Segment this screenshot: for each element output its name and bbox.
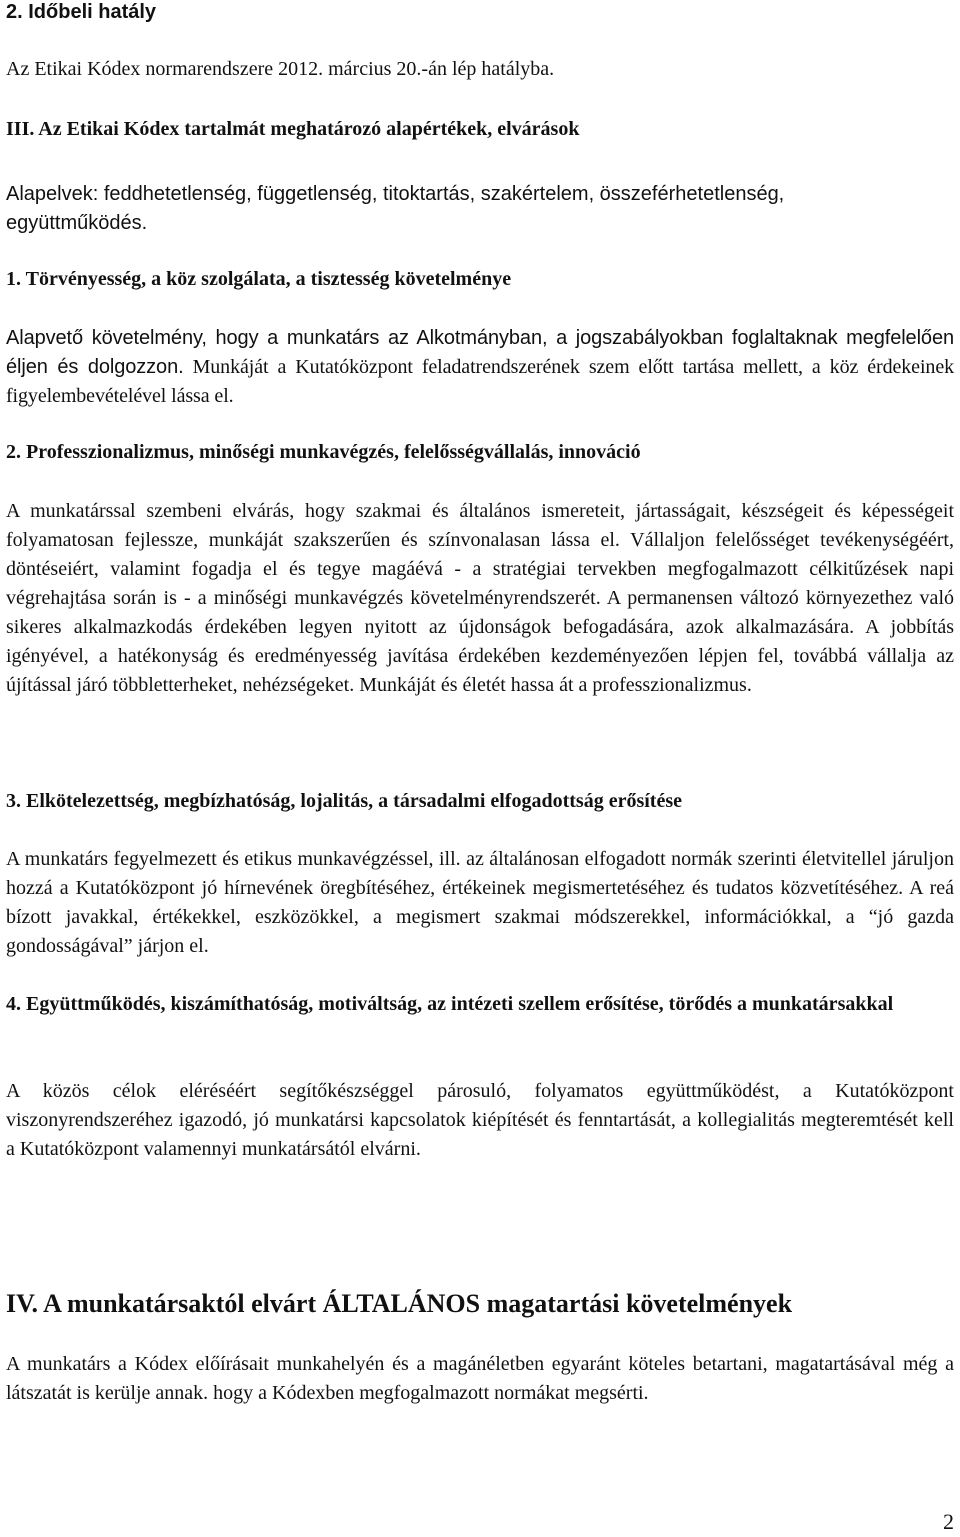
section-heading-core-values: III. Az Etikai Kódex tartalmát meghatározó alapértékek, elvárások (6, 118, 580, 140)
page-number: 2 (943, 1509, 954, 1534)
principles-line-1: Alapelvek: feddhetetlenség, függetlenség, titoktartás, szakértelem, összeférhetetlenség, (6, 183, 785, 205)
item-2-body: A munkatárssal szembeni elvárás, hogy szakmai és általános ismereteit, jártasságait, készségeit és képességeit folyamatosan fejlessze, munkáját szakszerűen és színvonalasan lássa el. Vállaljon felelősséget tevékenységéért, döntéseiért, valamint fogadja el és tegye magáévá - a stratégiai tervekben megfogalmazott célkitűzések napi végrehajtása során is - a minőségi munkavégzés követelményrendszerét. A permanensen változó környezethez való sikeres alkalmazkodás érdekében legyen nyitott az újdonságok befogadására, azok alkalmazására. A jobbítás igényével, a hatékonyság és eredményesség javítása érdekében kezdeményezően lépjen fel, továbbá vállalja az újítással járó többletterheket, nehézségeket. Munkáját és életét hassa át a professzionalizmus. (6, 500, 954, 696)
item-4-body: A közös célok eléréséért segítőkészséggel párosuló, folyamatos együttműködést, a Kutatóközpont viszonyrendszeréhez igazodó, jó munkatársi kapcsolatok kiépítését és fenntartását, a kollegialitás megteremtését kell a Kutatóközpont valamennyi munkatársától elvárni. (6, 1080, 954, 1160)
item-1-body (6, 324, 954, 411)
item-2-heading: 2. Professzionalizmus, minőségi munkavégzés, felelősségvállalás, innováció (6, 441, 641, 463)
general-conduct-body: A munkatárs a Kódex előírásait munkahelyén és a magánéletben egyaránt köteles betartani, magatartásával még a látszatát is kerülje annak. hogy a Kódexben megfogalmazott normákat megsérti. (6, 1353, 954, 1404)
section-heading-time-scope: 2. Időbeli hatály (6, 1, 157, 23)
section-heading-general-conduct: IV. A munkatársaktól elvárt ÁLTALÁNOS magatartási követelmények (6, 1289, 793, 1318)
item-1-body-part-2: Munkáját a Kutatóközpont feladatrendszerének szem előtt tartása mellett, a köz érdekeinek figyelembevételével lássa el. (6, 356, 954, 407)
principles-line-2: együttműködés. (6, 212, 148, 234)
item-4-heading: 4. Együttműködés, kiszámíthatóság, motiváltság, az intézeti szellem erősítése, törődés a munkatársakkal (6, 993, 894, 1015)
item-3-heading: 3. Elkötelezettség, megbízhatóság, lojalitás, a társadalmi elfogadottság erősítése (6, 790, 682, 812)
item-1-body-part-1: Alapvető követelmény, hogy a munkatárs az Alkotmányban, a jogszabályokban foglaltaknak megfelelően éljen és dolgozzon. (6, 327, 954, 378)
effective-date-text: Az Etikai Kódex normarendszere 2012. március 20.-án lép hatályba. (6, 58, 555, 80)
item-1-heading: 1. Törvényesség, a köz szolgálata, a tisztesség követelménye (6, 268, 512, 290)
item-3-body: A munkatárs fegyelmezett és etikus munkavégzéssel, ill. az általánosan elfogadott normák szerinti életvitellel járuljon hozzá a Kutatóközpont jó hírnevének öregbítéséhez, értékeinek megismertetéséhez és tudatos közvetítéséhez. A reá bízott javakkal, értékekkel, eszközökkel, a megismert szakmai módszerekkel, információkkal, a “jó gazda gondosságával” járjon el. (6, 848, 954, 957)
